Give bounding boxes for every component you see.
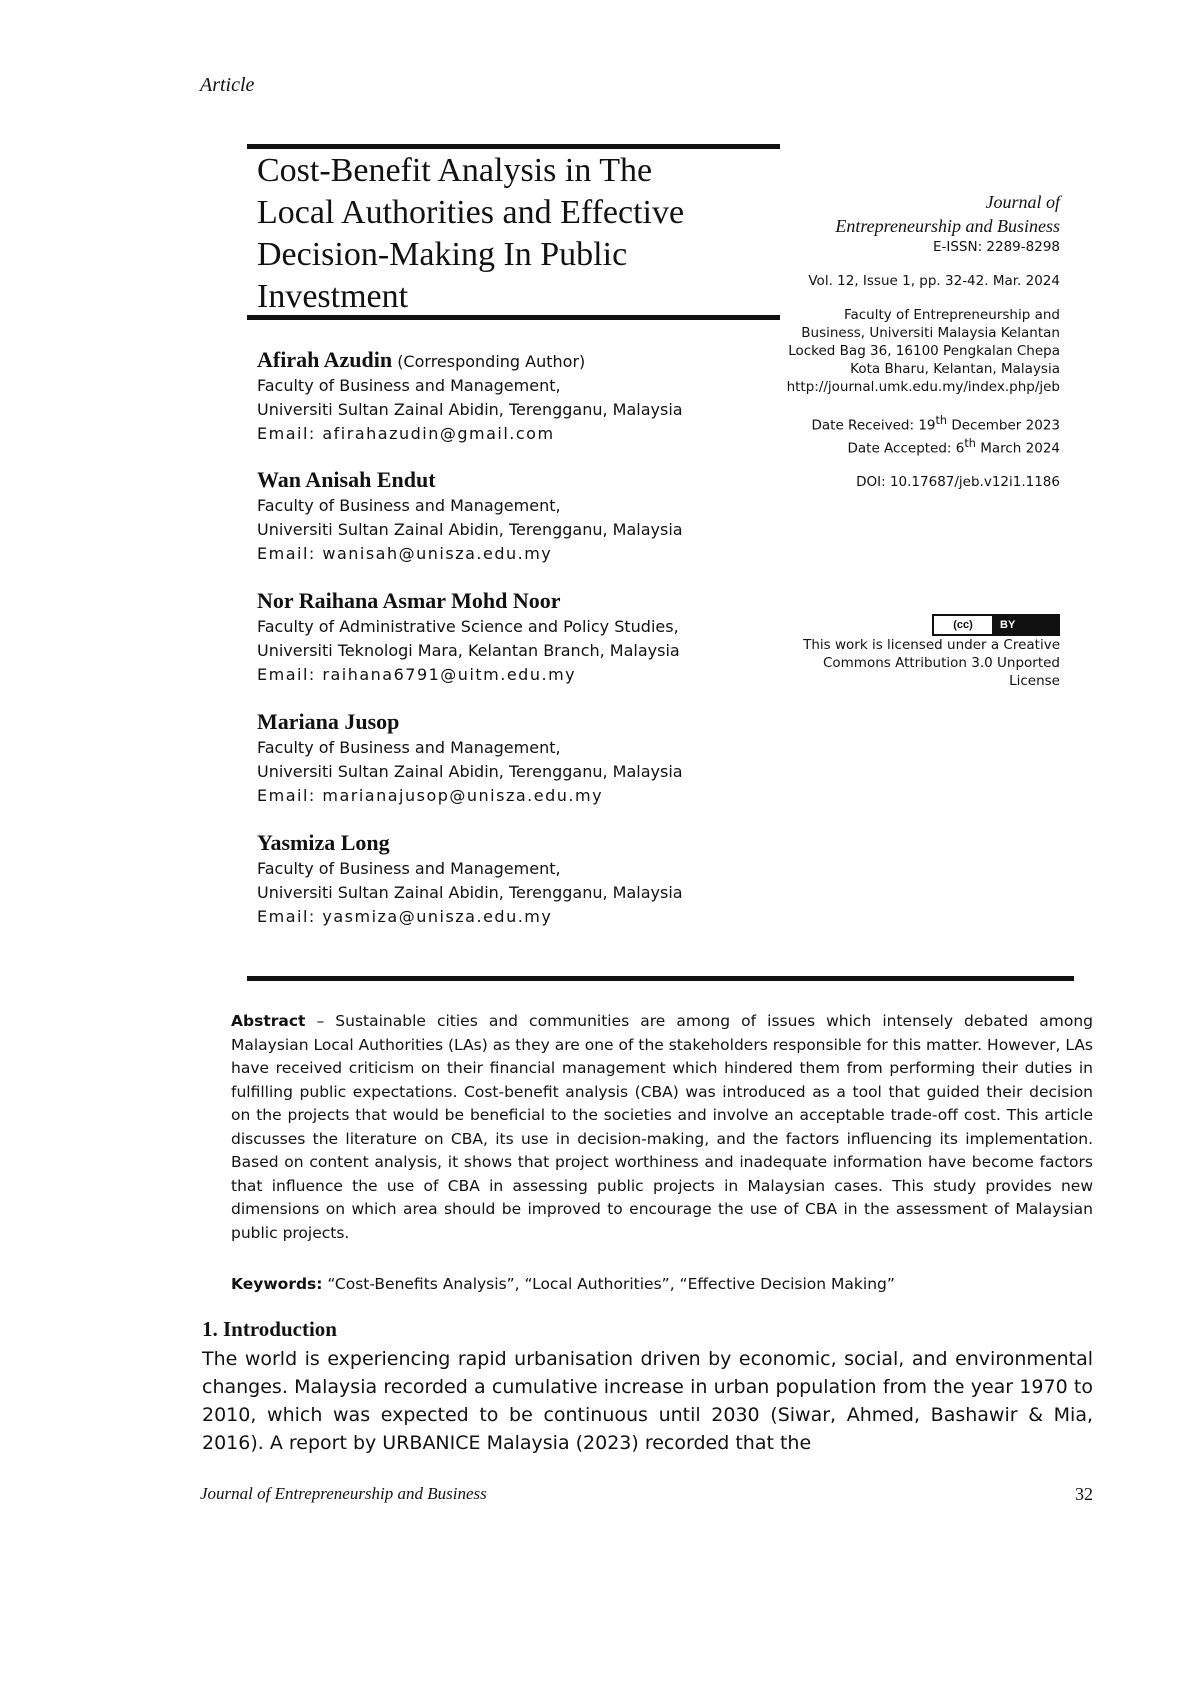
author-department: Faculty of Business and Management, bbox=[257, 859, 561, 878]
author-affiliation: Universiti Sultan Zainal Abidin, Terengganu, Malaysia bbox=[257, 883, 683, 902]
section-heading-introduction: 1. Introduction bbox=[202, 1317, 337, 1341]
journal-address-line: Kota Bharu, Kelantan, Malaysia bbox=[850, 361, 1060, 377]
author-block bbox=[257, 346, 757, 446]
keywords bbox=[231, 1275, 1093, 1293]
abstract-label: Abstract bbox=[231, 1012, 306, 1030]
abstract-rule bbox=[247, 976, 1074, 981]
journal-address-line: Business, Universiti Malaysia Kelantan bbox=[801, 325, 1060, 341]
paper-title bbox=[257, 150, 777, 318]
title-rule-bottom bbox=[247, 315, 780, 320]
corresponding-author-note: (Corresponding Author) bbox=[397, 352, 586, 371]
author-block bbox=[257, 466, 757, 566]
abstract-text: – Sustainable cities and communities are among of issues which intensely debated among Malaysian Local Authorities (LAs) as they are one of the stakeholders responsible for this matter. However, LAs have received criticism on their financial management which hindered them from performing their duties in fulfilling public expectations. Cost-benefit analysis (CBA) was introduced as a tool that guided their decision on the projects that would be beneficial to the societies and involve an acceptable trade-off cost. This article discusses the literature on CBA, its use in decision-making, and the factors influencing its implementation. Based on content analysis, it shows that project worthiness and inadequate information have become factors that influence the use of CBA in assessing public projects in Malaysian cases. This study provides new dimensions on which area should be improved to encourage the use of CBA in the assessment of Malaysian public projects. bbox=[231, 1012, 1093, 1242]
author-department: Faculty of Business and Management, bbox=[257, 376, 561, 395]
title-line: Decision-Making In Public bbox=[257, 236, 628, 273]
journal-name: Entrepreneurship and Business bbox=[835, 216, 1060, 236]
cc-by-license-badge[interactable] bbox=[932, 614, 1060, 636]
doi[interactable]: DOI: 10.17687/jeb.v12i1.1186 bbox=[856, 474, 1060, 490]
author-email[interactable]: Email: raihana6791@uitm.edu.my bbox=[257, 665, 577, 684]
journal-volume: Vol. 12, Issue 1, pp. 32-42. Mar. 2024 bbox=[808, 273, 1060, 289]
by-icon: BY bbox=[992, 616, 1058, 634]
author-email[interactable]: Email: wanisah@unisza.edu.my bbox=[257, 544, 553, 563]
author-name: Wan Anisah Endut bbox=[257, 467, 436, 492]
date-received: Date Received: 19th December 2023 bbox=[811, 414, 1060, 434]
author-affiliation: Universiti Sultan Zainal Abidin, Terengganu, Malaysia bbox=[257, 762, 683, 781]
keywords-label: Keywords: bbox=[231, 1275, 323, 1293]
journal-address-line: Locked Bag 36, 16100 Pengkalan Chepa bbox=[788, 343, 1060, 359]
abstract bbox=[231, 1010, 1093, 1245]
journal-name: Journal of bbox=[985, 192, 1060, 212]
license-line: This work is licensed under a Creative bbox=[803, 637, 1060, 653]
journal-issn: E-ISSN: 2289-8298 bbox=[932, 239, 1060, 255]
cc-icon: (cc) bbox=[934, 616, 992, 634]
author-name: Nor Raihana Asmar Mohd Noor bbox=[257, 588, 561, 613]
author-block bbox=[257, 829, 757, 929]
journal-info bbox=[760, 190, 1060, 491]
author-block bbox=[257, 587, 757, 687]
title-line: Cost-Benefit Analysis in The bbox=[257, 152, 653, 189]
author-email[interactable]: Email: afirahazudin@gmail.com bbox=[257, 424, 555, 443]
article-type-label: Article bbox=[200, 74, 255, 96]
date-accepted: Date Accepted: 6th March 2024 bbox=[847, 436, 1060, 456]
introduction-paragraph: The world is experiencing rapid urbanisation driven by economic, social, and environmental changes. Malaysia recorded a cumulative increase in urban population from the year 1970 to 2010, which was expected to be continuous until 2030 (Siwar, Ahmed, Bashawir & Mia, 2016). A report by URBANICE Malaysia (2023) recorded that the bbox=[202, 1348, 1093, 1454]
author-affiliation: Universiti Sultan Zainal Abidin, Terengganu, Malaysia bbox=[257, 520, 683, 539]
footer-journal-name: Journal of Entrepreneurship and Business bbox=[200, 1484, 487, 1503]
author-department: Faculty of Business and Management, bbox=[257, 738, 561, 757]
page-number: 32 bbox=[1075, 1484, 1093, 1504]
license-line: Commons Attribution 3.0 Unported bbox=[822, 655, 1060, 671]
keywords-text: “Cost-Benefits Analysis”, “Local Authorities”, “Effective Decision Making” bbox=[322, 1275, 895, 1293]
author-affiliation: Universiti Teknologi Mara, Kelantan Branch, Malaysia bbox=[257, 641, 680, 660]
author-department: Faculty of Business and Management, bbox=[257, 496, 561, 515]
license-text bbox=[800, 636, 1060, 690]
title-line: Local Authorities and Effective bbox=[257, 194, 685, 231]
author-name: Afirah Azudin bbox=[257, 347, 393, 372]
author-block bbox=[257, 708, 757, 808]
journal-address-line: Faculty of Entrepreneurship and bbox=[843, 307, 1060, 323]
author-email[interactable]: Email: yasmiza@unisza.edu.my bbox=[257, 907, 553, 926]
author-name: Mariana Jusop bbox=[257, 709, 400, 734]
author-affiliation: Universiti Sultan Zainal Abidin, Terengganu, Malaysia bbox=[257, 400, 683, 419]
title-line: Investment bbox=[257, 278, 409, 315]
journal-url[interactable]: http://journal.umk.edu.my/index.php/jeb bbox=[786, 379, 1060, 395]
license-line: License bbox=[1009, 673, 1060, 689]
author-name: Yasmiza Long bbox=[257, 830, 390, 855]
author-email[interactable]: Email: marianajusop@unisza.edu.my bbox=[257, 786, 604, 805]
author-department: Faculty of Administrative Science and Policy Studies, bbox=[257, 617, 679, 636]
title-rule-top bbox=[247, 144, 780, 149]
